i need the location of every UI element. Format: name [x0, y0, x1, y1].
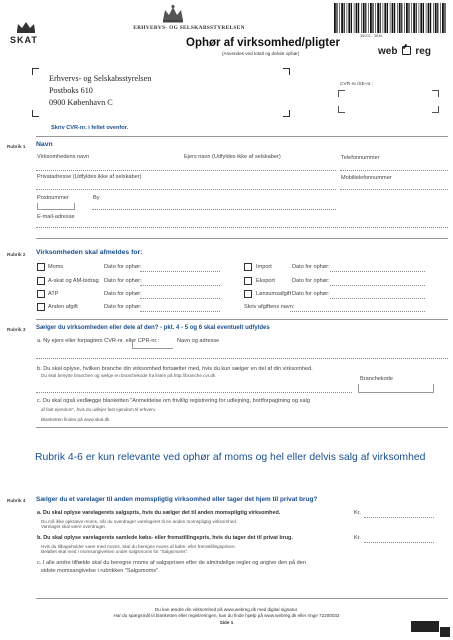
divider: [36, 136, 448, 137]
eksport-label: Eksport: [256, 278, 275, 284]
eksport-date-label: Dato for ophør:: [292, 278, 330, 284]
import-checkbox[interactable]: [244, 263, 252, 271]
webreg-right: reg: [415, 46, 431, 57]
agency-name: ERHVERVS- OG SELSKABSSTYRELSEN: [133, 25, 245, 31]
postal-label: Postnummer: [37, 195, 69, 201]
moms-date-field[interactable]: [140, 271, 220, 272]
rubrik1-tag: Rubrik 1: [7, 144, 26, 149]
city-label: By: [93, 195, 100, 201]
moms-checkbox[interactable]: [37, 263, 45, 271]
lonsum-checkbox[interactable]: [244, 290, 252, 298]
buyer-cvr-field[interactable]: [132, 340, 173, 349]
askat-date-field[interactable]: [140, 285, 220, 286]
private-address-label: Privatadresse (Udfyldes ikke af selskaber): [37, 174, 142, 180]
askat-date-label: Dato for ophør:: [104, 278, 142, 284]
lonsum-date-field[interactable]: [330, 298, 425, 299]
owner-name-label: Ejers navn (Udfyldes ikke af selskaber): [184, 154, 281, 160]
skat-logo: SKAT: [10, 35, 38, 45]
atp-date-label: Dato for ophør:: [104, 291, 142, 297]
big-heading: Rubrik 4-6 er kun relevante ved ophør af moms og hel eller delvis salg af virksomhed: [35, 452, 426, 463]
rubrik3-a-name-label: Navn og adresse: [177, 338, 220, 344]
branch-description-field[interactable]: [36, 392, 352, 393]
rubrik3-b-text: b. Du skal oplyse, hvilken branche din virksomhed fortsætter med, hvis du kun sælger en del af din virksomhed.: [37, 366, 313, 372]
email-label: E-mail-adresse: [37, 214, 75, 220]
rubrik4-tag: Rubrik 4: [7, 498, 26, 503]
cvr-input[interactable]: [340, 92, 436, 108]
intro-note: Skriv CVR-nr. i feltet ovenfor.: [51, 125, 129, 131]
skat-crown-icon: [15, 20, 37, 34]
anden-afgift-date-label: Dato for ophør:: [104, 304, 142, 310]
rubrik2-title: Virksomheden skal afmeldes for:: [36, 249, 143, 256]
other-tax-field[interactable]: [290, 311, 425, 312]
rubrik4-a-amount[interactable]: [364, 517, 434, 518]
phone-field[interactable]: [340, 170, 448, 171]
footer-line1: Du kan ændre din virksomhed på www.webreg.dk med digital signatur.: [154, 607, 299, 612]
rubrik1-title: Navn: [36, 141, 53, 148]
rubrik4-b-amount[interactable]: [364, 542, 434, 543]
rubrik4-c-text: c. I alle andre tilfælde skal du beregne moms af salgsprisen efter de almindelige regler og angive den på den: [37, 560, 306, 566]
branch-code-field[interactable]: [358, 384, 434, 393]
email-field[interactable]: [36, 227, 448, 228]
rubrik3-a-text: a. Ny ejers eller forpagters CVR-nr. eller CPR-nr.:: [37, 338, 160, 344]
footer-page: Side 1: [219, 620, 234, 625]
rubrik4-b-note: Hvis du tilbageholder varer med moms, skal du beregne moms af købs- eller fremstillingsprisen. Beløbet skal med i momsangivelsen under salgsmoms for "Salgsmoms".: [41, 544, 236, 555]
atp-checkbox[interactable]: [37, 290, 45, 298]
buyer-name-field[interactable]: [36, 358, 448, 359]
address-line2: Postboks 610: [49, 86, 93, 95]
barcode-number: 36002 - 3836: [360, 34, 383, 38]
address-corner: [32, 110, 39, 117]
moms-label: Moms: [48, 264, 64, 270]
cvr-label: CVR-nr./SE-nr.:: [340, 82, 374, 87]
rubrik3-c-text3: Blanketten findes på www.skat.dk: [41, 417, 110, 422]
mobile-label: Mobiltelefonnummer: [341, 175, 392, 181]
rubrik3-c-text: c. Du skal også vedlægge blanketten "Anmeldelse om frivillig registrering for udlejning, bortforpagtning og salg: [37, 398, 310, 404]
import-label: Import: [256, 264, 272, 270]
rubrik4-a-note: Du må ikke opkræve moms, når du overdrager varelageret til en anden momspligtig virksomhed. Varelaget skal være overdraget.: [41, 519, 238, 530]
address-corner: [32, 68, 39, 75]
address-line1: Erhvervs- og Selskabsstyrelsen: [49, 74, 152, 83]
rubrik4-c-text2: sidste momsangivelse i rubrikken "Salgsmoms".: [41, 568, 160, 574]
atp-label: ATP: [48, 291, 59, 297]
askat-label: A-skat og AM-bidrag: [48, 278, 99, 284]
eksport-checkbox[interactable]: [244, 277, 252, 285]
rubrik3-b-text2: Du skal benytte branchen og vælge en branchekode fra listen på http://branche.cvr.dk: [41, 373, 216, 378]
mobile-field[interactable]: [340, 189, 448, 190]
askat-checkbox[interactable]: [37, 277, 45, 285]
divider: [36, 238, 448, 239]
import-date-field[interactable]: [330, 271, 425, 272]
import-date-label: Dato for ophør:: [292, 264, 330, 270]
crown-logo: [160, 4, 186, 24]
eksport-date-field[interactable]: [330, 285, 425, 286]
company-name-label: Virksomhedens navn: [37, 154, 90, 160]
footer-line2: Har du spørgsmål til blanketten eller registreringen, kan du finde hjælp på www.webreg.dk eller ringe 72200032: [113, 613, 340, 618]
rubrik4-title: Sælger du et varelager til anden momspligtig virksomhed eller tager det hjem til privat brug?: [36, 496, 318, 503]
rubrik3-title: Sælger du virksomheden eller dele af den? - pkt. 4 - 5 og 6 skal eventuelt udfyldes: [36, 325, 270, 331]
address-line3: 0900 København C: [49, 98, 113, 107]
address-corner: [283, 110, 290, 117]
address-corner: [283, 68, 290, 75]
corner-marker-icon: [411, 621, 439, 632]
rubrik3-c-text2: af fast ejendom", hvis du udlejer fast ejendom til erhverv.: [41, 407, 156, 412]
city-field[interactable]: [92, 209, 336, 210]
rubrik4-b-kr: Kr.: [354, 535, 361, 541]
lonsum-label: Lønsumsafgift: [256, 291, 292, 297]
private-address-field[interactable]: [36, 189, 336, 190]
anden-afgift-date-field[interactable]: [140, 311, 220, 312]
webreg-left: web: [378, 46, 398, 57]
rubrik2-tag: Rubrik 2: [7, 252, 26, 257]
rubrik4-a-kr: Kr.: [354, 510, 361, 516]
other-tax-label: Skriv afgiftens navn:: [244, 304, 295, 310]
company-name-field[interactable]: [36, 170, 336, 171]
divider: [36, 598, 448, 599]
rubrik4-b-text: b. Du skal oplyse varelagerets samlede købs- eller fremstillingspris, hvis du tager det til privat brug.: [37, 535, 293, 541]
divider: [36, 427, 448, 428]
form-subtitle: (Anvendes ved totalt og delvist ophør): [222, 51, 300, 56]
phone-label: Telefonnummer: [341, 155, 380, 161]
barcode: [334, 3, 448, 33]
form-title: Ophør af virksomhed/pligter: [186, 37, 340, 49]
webreg-box-icon: [402, 46, 411, 55]
divider: [36, 319, 448, 320]
postal-field[interactable]: [37, 203, 75, 210]
branch-code-label: Branchekode: [360, 376, 393, 382]
lonsum-date-label: Dato for ophør:: [292, 291, 330, 297]
anden-afgift-checkbox[interactable]: [37, 303, 45, 311]
moms-date-label: Dato for ophør:: [104, 264, 142, 270]
rubrik4-a-text: a. Du skal oplyse varelagerets salgspris, hvis du sælger det til anden momspligtig virksomhed.: [37, 510, 281, 516]
anden-afgift-label: Anden afgift: [48, 304, 78, 310]
atp-date-field[interactable]: [140, 298, 220, 299]
corner-marker-icon: [440, 627, 450, 637]
rubrik3-tag: Rubrik 3: [7, 327, 26, 332]
webreg-logo: [378, 41, 431, 55]
